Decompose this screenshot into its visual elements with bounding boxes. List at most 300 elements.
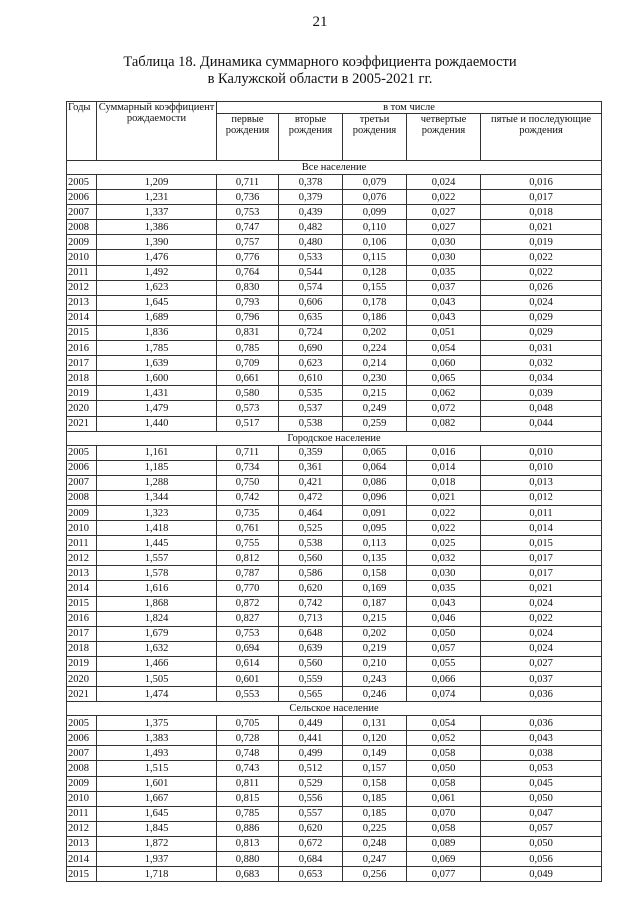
cell-third: 0,095 [343,521,407,536]
cell-fifth-plus: 0,029 [481,325,602,340]
page-number: 21 [312,14,328,30]
cell-total: 1,718 [97,867,217,882]
cell-third: 0,225 [343,821,407,836]
header-fourth-births: четвертые рождения [407,114,481,161]
cell-fourth: 0,050 [407,626,481,641]
cell-first: 0,753 [217,205,279,220]
cell-fourth: 0,062 [407,386,481,401]
cell-second: 0,672 [279,836,343,851]
cell-second: 0,441 [279,731,343,746]
cell-year: 2006 [67,731,97,746]
cell-first: 0,813 [217,836,279,851]
cell-year: 2005 [67,445,97,460]
cell-third: 0,246 [343,687,407,702]
cell-second: 0,378 [279,175,343,190]
cell-total: 1,479 [97,401,217,416]
cell-fourth: 0,058 [407,746,481,761]
cell-fifth-plus: 0,024 [481,295,602,310]
cell-third: 0,224 [343,341,407,356]
cell-third: 0,120 [343,731,407,746]
table-row [67,250,602,265]
cell-fifth-plus: 0,024 [481,596,602,611]
header-third-births: третьи рождения [343,114,407,161]
cell-first: 0,748 [217,746,279,761]
cell-third: 0,210 [343,656,407,671]
table-row [67,731,602,746]
table-row [67,371,602,386]
cell-second: 0,482 [279,220,343,235]
cell-fourth: 0,052 [407,731,481,746]
cell-first: 0,711 [217,175,279,190]
cell-year: 2018 [67,371,97,386]
cell-total: 1,288 [97,475,217,490]
cell-first: 0,553 [217,687,279,702]
table-row [67,611,602,626]
header-years: Годы [67,102,97,161]
table-title [0,54,640,88]
table-row [67,295,602,310]
cell-total: 1,937 [97,852,217,867]
cell-fourth: 0,050 [407,761,481,776]
cell-year: 2007 [67,475,97,490]
cell-second: 0,480 [279,235,343,250]
cell-first: 0,812 [217,551,279,566]
cell-total: 1,161 [97,445,217,460]
cell-total: 1,872 [97,836,217,851]
cell-first: 0,753 [217,626,279,641]
cell-third: 0,185 [343,791,407,806]
table-row [67,310,602,325]
cell-total: 1,323 [97,505,217,520]
cell-fourth: 0,035 [407,581,481,596]
table-row [67,445,602,460]
cell-total: 1,639 [97,356,217,371]
cell-third: 0,155 [343,280,407,295]
cell-fifth-plus: 0,036 [481,687,602,702]
cell-total: 1,601 [97,776,217,791]
cell-second: 0,610 [279,371,343,386]
cell-year: 2016 [67,611,97,626]
cell-third: 0,157 [343,761,407,776]
cell-third: 0,249 [343,401,407,416]
cell-first: 0,796 [217,310,279,325]
cell-fourth: 0,024 [407,175,481,190]
cell-third: 0,086 [343,475,407,490]
cell-total: 1,632 [97,641,217,656]
cell-second: 0,635 [279,310,343,325]
section-title: Все население [67,161,602,175]
cell-third: 0,158 [343,566,407,581]
cell-year: 2020 [67,672,97,687]
cell-fifth-plus: 0,019 [481,235,602,250]
table-row [67,806,602,821]
cell-total: 1,623 [97,280,217,295]
cell-first: 0,705 [217,716,279,731]
cell-fourth: 0,022 [407,521,481,536]
cell-second: 0,623 [279,356,343,371]
cell-total: 1,557 [97,551,217,566]
section-row [67,431,602,445]
cell-year: 2014 [67,581,97,596]
cell-total: 1,231 [97,190,217,205]
cell-year: 2011 [67,806,97,821]
cell-total: 1,492 [97,265,217,280]
cell-total: 1,445 [97,536,217,551]
table-row [67,416,602,431]
cell-total: 1,645 [97,806,217,821]
cell-total: 1,824 [97,611,217,626]
cell-fourth: 0,060 [407,356,481,371]
cell-year: 2021 [67,416,97,431]
cell-fourth: 0,037 [407,280,481,295]
cell-year: 2012 [67,821,97,836]
cell-second: 0,713 [279,611,343,626]
cell-third: 0,178 [343,295,407,310]
cell-year: 2008 [67,761,97,776]
cell-fifth-plus: 0,021 [481,220,602,235]
cell-third: 0,247 [343,852,407,867]
cell-year: 2010 [67,791,97,806]
cell-year: 2010 [67,521,97,536]
cell-year: 2013 [67,295,97,310]
cell-year: 2005 [67,175,97,190]
cell-fifth-plus: 0,016 [481,175,602,190]
cell-second: 0,556 [279,791,343,806]
cell-year: 2010 [67,250,97,265]
cell-fifth-plus: 0,024 [481,626,602,641]
cell-year: 2019 [67,656,97,671]
cell-third: 0,149 [343,746,407,761]
cell-fourth: 0,046 [407,611,481,626]
table-row [67,716,602,731]
cell-fourth: 0,022 [407,505,481,520]
cell-year: 2012 [67,280,97,295]
cell-first: 0,764 [217,265,279,280]
cell-second: 0,512 [279,761,343,776]
cell-fifth-plus: 0,050 [481,791,602,806]
cell-fourth: 0,089 [407,836,481,851]
cell-fourth: 0,043 [407,596,481,611]
cell-total: 1,836 [97,325,217,340]
cell-first: 0,728 [217,731,279,746]
cell-second: 0,559 [279,672,343,687]
cell-first: 0,785 [217,806,279,821]
cell-fifth-plus: 0,031 [481,341,602,356]
table-row [67,776,602,791]
cell-first: 0,815 [217,791,279,806]
cell-third: 0,115 [343,250,407,265]
cell-second: 0,533 [279,250,343,265]
cell-first: 0,694 [217,641,279,656]
cell-first: 0,872 [217,596,279,611]
cell-fifth-plus: 0,027 [481,656,602,671]
cell-first: 0,761 [217,521,279,536]
cell-second: 0,606 [279,295,343,310]
cell-third: 0,096 [343,490,407,505]
cell-year: 2017 [67,626,97,641]
cell-fourth: 0,027 [407,220,481,235]
cell-year: 2020 [67,401,97,416]
cell-third: 0,215 [343,386,407,401]
cell-fourth: 0,074 [407,687,481,702]
cell-first: 0,755 [217,536,279,551]
table-row [67,475,602,490]
cell-fourth: 0,035 [407,265,481,280]
cell-total: 1,390 [97,235,217,250]
cell-year: 2017 [67,356,97,371]
cell-third: 0,219 [343,641,407,656]
cell-year: 2006 [67,460,97,475]
cell-second: 0,574 [279,280,343,295]
cell-fourth: 0,021 [407,490,481,505]
table-row [67,551,602,566]
cell-year: 2018 [67,641,97,656]
cell-second: 0,535 [279,386,343,401]
table-row [67,205,602,220]
cell-year: 2006 [67,190,97,205]
cell-first: 0,793 [217,295,279,310]
table-row [67,656,602,671]
cell-second: 0,472 [279,490,343,505]
cell-second: 0,742 [279,596,343,611]
table-row [67,746,602,761]
cell-third: 0,214 [343,356,407,371]
cell-first: 0,785 [217,341,279,356]
table-row [67,265,602,280]
cell-fourth: 0,058 [407,821,481,836]
cell-fifth-plus: 0,048 [481,401,602,416]
cell-year: 2008 [67,220,97,235]
cell-fifth-plus: 0,034 [481,371,602,386]
cell-second: 0,648 [279,626,343,641]
cell-fifth-plus: 0,022 [481,265,602,280]
cell-fifth-plus: 0,037 [481,672,602,687]
cell-second: 0,525 [279,521,343,536]
cell-fifth-plus: 0,017 [481,190,602,205]
cell-year: 2012 [67,551,97,566]
cell-total: 1,645 [97,295,217,310]
cell-fourth: 0,069 [407,852,481,867]
cell-second: 0,537 [279,401,343,416]
table-row [67,356,602,371]
cell-total: 1,515 [97,761,217,776]
cell-total: 1,344 [97,490,217,505]
table-row [67,566,602,581]
cell-fourth: 0,027 [407,205,481,220]
cell-second: 0,724 [279,325,343,340]
section-title: Городское население [67,431,602,445]
cell-fourth: 0,025 [407,536,481,551]
cell-year: 2016 [67,341,97,356]
cell-fourth: 0,022 [407,190,481,205]
table-row [67,386,602,401]
cell-third: 0,243 [343,672,407,687]
cell-year: 2009 [67,776,97,791]
cell-year: 2013 [67,566,97,581]
cell-fifth-plus: 0,047 [481,806,602,821]
cell-total: 1,868 [97,596,217,611]
cell-fifth-plus: 0,024 [481,641,602,656]
cell-fifth-plus: 0,043 [481,731,602,746]
cell-third: 0,256 [343,867,407,882]
cell-fourth: 0,051 [407,325,481,340]
table-row [67,581,602,596]
table-row [67,190,602,205]
cell-third: 0,099 [343,205,407,220]
cell-total: 1,440 [97,416,217,431]
cell-second: 0,653 [279,867,343,882]
cell-third: 0,091 [343,505,407,520]
cell-fifth-plus: 0,045 [481,776,602,791]
cell-fifth-plus: 0,010 [481,445,602,460]
cell-first: 0,770 [217,581,279,596]
table-header [67,102,602,161]
section-row [67,702,602,716]
cell-first: 0,750 [217,475,279,490]
cell-fifth-plus: 0,057 [481,821,602,836]
cell-second: 0,499 [279,746,343,761]
cell-total: 1,785 [97,341,217,356]
table-row [67,791,602,806]
cell-fifth-plus: 0,011 [481,505,602,520]
cell-fourth: 0,030 [407,250,481,265]
cell-total: 1,493 [97,746,217,761]
cell-fourth: 0,032 [407,551,481,566]
cell-year: 2013 [67,836,97,851]
table-row [67,505,602,520]
cell-first: 0,830 [217,280,279,295]
cell-year: 2021 [67,687,97,702]
cell-third: 0,064 [343,460,407,475]
cell-fifth-plus: 0,029 [481,310,602,325]
cell-total: 1,466 [97,656,217,671]
cell-third: 0,065 [343,445,407,460]
table-row [67,341,602,356]
cell-fifth-plus: 0,017 [481,566,602,581]
table-row [67,626,602,641]
cell-third: 0,202 [343,626,407,641]
cell-fourth: 0,043 [407,310,481,325]
cell-year: 2014 [67,310,97,325]
cell-total: 1,474 [97,687,217,702]
cell-third: 0,158 [343,776,407,791]
cell-fifth-plus: 0,015 [481,536,602,551]
cell-fifth-plus: 0,021 [481,581,602,596]
cell-year: 2009 [67,505,97,520]
table-row [67,460,602,475]
cell-second: 0,361 [279,460,343,475]
cell-fifth-plus: 0,026 [481,280,602,295]
cell-total: 1,185 [97,460,217,475]
cell-total: 1,679 [97,626,217,641]
cell-total: 1,616 [97,581,217,596]
cell-second: 0,439 [279,205,343,220]
cell-second: 0,557 [279,806,343,821]
table-row [67,220,602,235]
cell-total: 1,476 [97,250,217,265]
cell-fourth: 0,030 [407,566,481,581]
cell-first: 0,787 [217,566,279,581]
cell-year: 2015 [67,596,97,611]
cell-fourth: 0,061 [407,791,481,806]
cell-second: 0,560 [279,656,343,671]
cell-third: 0,169 [343,581,407,596]
cell-third: 0,248 [343,836,407,851]
cell-first: 0,757 [217,235,279,250]
cell-fourth: 0,066 [407,672,481,687]
cell-first: 0,880 [217,852,279,867]
cell-fourth: 0,043 [407,295,481,310]
cell-total: 1,667 [97,791,217,806]
cell-fourth: 0,055 [407,656,481,671]
cell-fourth: 0,054 [407,341,481,356]
table-row [67,761,602,776]
birth-rate-table [66,101,602,882]
cell-second: 0,544 [279,265,343,280]
cell-total: 1,689 [97,310,217,325]
cell-fourth: 0,018 [407,475,481,490]
cell-fifth-plus: 0,014 [481,521,602,536]
cell-year: 2011 [67,536,97,551]
cell-second: 0,684 [279,852,343,867]
cell-total: 1,431 [97,386,217,401]
cell-fifth-plus: 0,017 [481,551,602,566]
cell-year: 2009 [67,235,97,250]
cell-first: 0,614 [217,656,279,671]
table-body [67,161,602,882]
header-first-births: первые рождения [217,114,279,161]
cell-total: 1,383 [97,731,217,746]
cell-second: 0,565 [279,687,343,702]
cell-total: 1,375 [97,716,217,731]
cell-fifth-plus: 0,013 [481,475,602,490]
cell-year: 2011 [67,265,97,280]
cell-first: 0,811 [217,776,279,791]
cell-third: 0,113 [343,536,407,551]
cell-third: 0,106 [343,235,407,250]
table-row [67,536,602,551]
cell-second: 0,359 [279,445,343,460]
cell-fourth: 0,016 [407,445,481,460]
table-title-line-2: в Калужской области в 2005-2021 гг. [207,71,433,87]
table-row [67,672,602,687]
cell-third: 0,230 [343,371,407,386]
cell-fifth-plus: 0,032 [481,356,602,371]
cell-first: 0,776 [217,250,279,265]
cell-second: 0,620 [279,821,343,836]
cell-fourth: 0,077 [407,867,481,882]
cell-third: 0,079 [343,175,407,190]
cell-fourth: 0,014 [407,460,481,475]
table-row [67,836,602,851]
cell-first: 0,734 [217,460,279,475]
cell-total: 1,337 [97,205,217,220]
cell-fifth-plus: 0,050 [481,836,602,851]
cell-first: 0,831 [217,325,279,340]
cell-first: 0,517 [217,416,279,431]
cell-fourth: 0,030 [407,235,481,250]
cell-second: 0,586 [279,566,343,581]
cell-year: 2015 [67,325,97,340]
cell-fifth-plus: 0,022 [481,250,602,265]
cell-fifth-plus: 0,012 [481,490,602,505]
cell-third: 0,110 [343,220,407,235]
cell-first: 0,827 [217,611,279,626]
cell-first: 0,661 [217,371,279,386]
section-row [67,161,602,175]
cell-second: 0,421 [279,475,343,490]
cell-total: 1,209 [97,175,217,190]
